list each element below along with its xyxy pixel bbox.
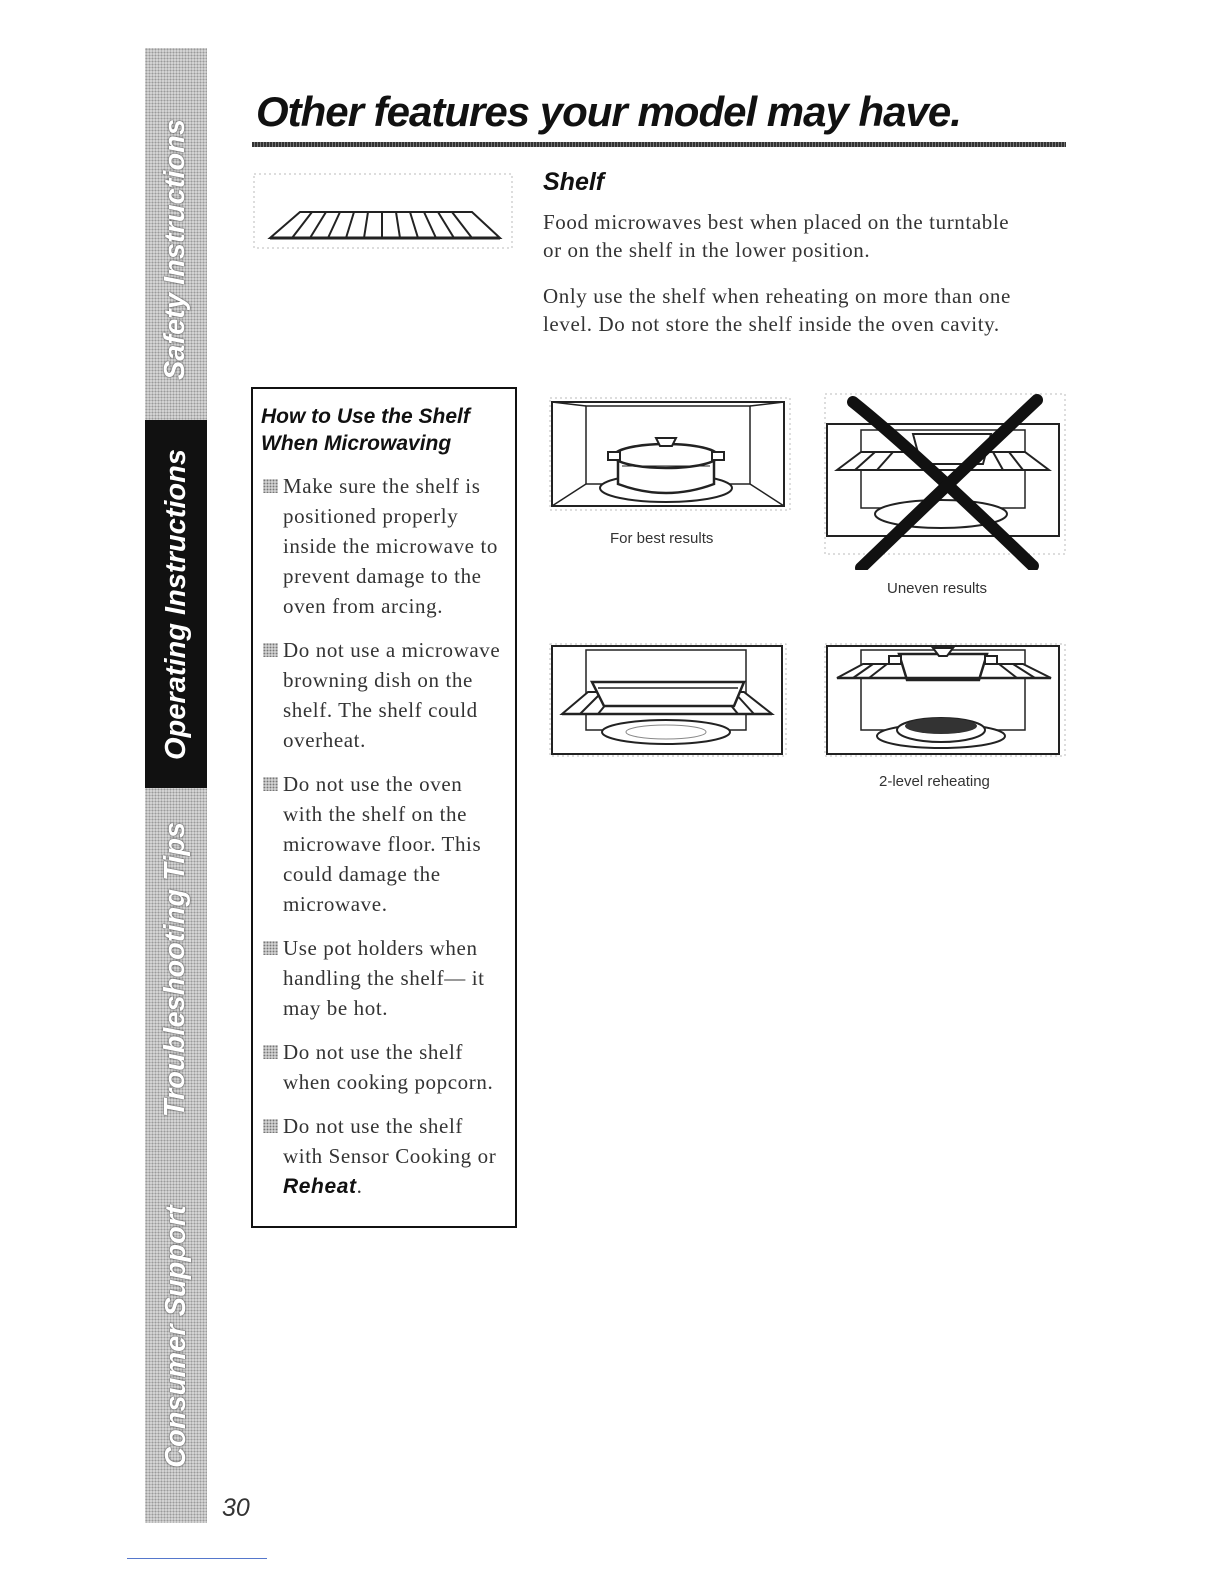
oven-two-level-illustration xyxy=(823,642,1067,758)
figure-best-results xyxy=(548,396,792,547)
tab-safety-instructions[interactable] xyxy=(145,48,207,452)
bullet-icon xyxy=(263,777,278,791)
list-item: Make sure the shelf is positioned properly inside the microwave to prevent damage to the oven from arcing. xyxy=(261,471,505,621)
shelf-paragraph: Food microwaves best when placed on the turntable or on the shelf in the lower position. xyxy=(543,210,1010,262)
usage-box-heading: How to Use the Shelf When Microwaving xyxy=(261,405,470,455)
tab-consumer-support[interactable] xyxy=(145,1150,207,1525)
figure-caption: For best results xyxy=(610,530,714,547)
page-title: Other features your model may have. xyxy=(256,88,961,135)
footer-divider xyxy=(127,1558,267,1559)
bullet-icon xyxy=(263,1119,278,1133)
page-number: 30 xyxy=(222,1494,250,1522)
title-divider xyxy=(252,142,1066,147)
tab-label: Operating Instructions xyxy=(159,448,192,760)
list-item: Use pot holders when handling the shelf— it may be hot. xyxy=(261,933,505,1023)
bullet-icon xyxy=(263,643,278,657)
tab-label: Safety Instructions xyxy=(159,118,192,380)
list-item: Do not use a microwave browning dish on the shelf. The shelf could overheat. xyxy=(261,635,505,755)
tab-label: Troubleshooting Tips xyxy=(159,821,192,1117)
usage-list xyxy=(261,471,505,1202)
shelf-paragraph: Only use the shelf when reheating on more than one level. Do not store the shelf inside the oven cavity. xyxy=(543,284,1011,336)
oven-uneven-illustration xyxy=(823,390,1067,570)
shelf-illustration xyxy=(252,170,514,252)
section-tab-strip xyxy=(145,48,207,1523)
figure-caption: 2-level reheating xyxy=(879,773,990,790)
tab-troubleshooting-tips[interactable] xyxy=(145,788,207,1152)
figure-uneven-results xyxy=(823,390,1067,600)
figure-two-level-reheating xyxy=(823,642,1067,792)
shelf-heading: Shelf xyxy=(543,168,605,196)
list-item: Do not use the shelf when cooking popcorn. xyxy=(261,1037,505,1097)
reheat-emphasis: Reheat xyxy=(283,1175,357,1198)
list-item: Do not use the oven with the shelf on the microwave floor. This could damage the microwave. xyxy=(261,769,505,919)
bullet-icon xyxy=(263,479,278,493)
shelf-usage-box xyxy=(251,387,517,1228)
figure-caption: Uneven results xyxy=(887,580,988,597)
tab-label: Consumer Support xyxy=(159,1205,192,1468)
list-item: Do not use the shelf with Sensor Cooking or Reheat. xyxy=(261,1111,505,1202)
bullet-icon xyxy=(263,941,278,955)
bullet-icon xyxy=(263,1045,278,1059)
oven-flat-dish-illustration xyxy=(548,642,788,758)
oven-casserole-illustration xyxy=(548,396,792,512)
tab-operating-instructions[interactable] xyxy=(145,420,207,790)
figure-shelf-flat-dish xyxy=(548,642,788,758)
